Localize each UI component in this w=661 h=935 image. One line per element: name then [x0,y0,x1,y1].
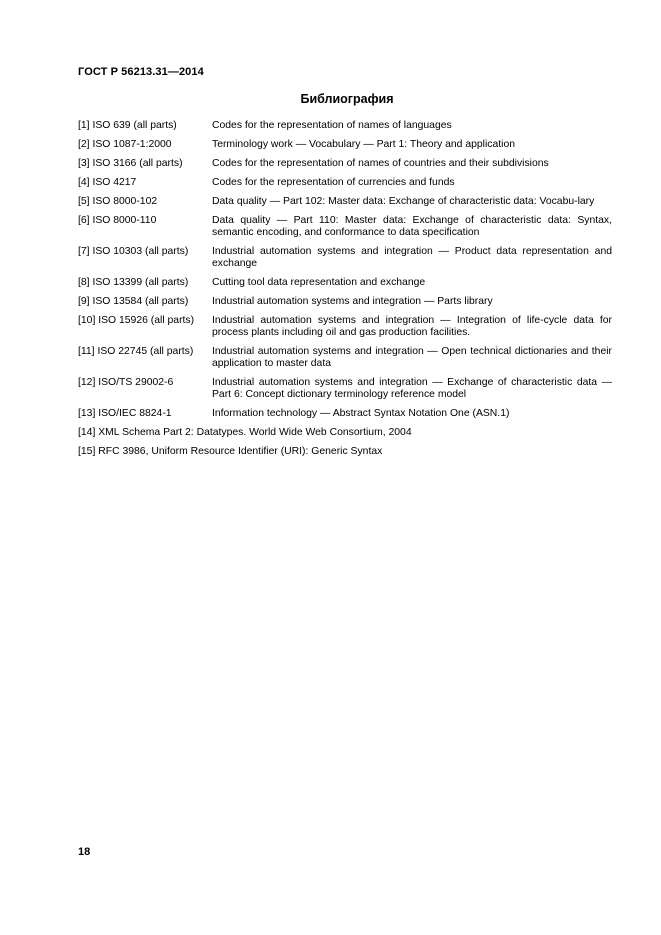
bibliography-entry [78,408,612,420]
entry-reference: [13] ISO/IEC 8824-1 [78,408,172,419]
bibliography-entry [78,277,612,289]
bibliography-entry [78,177,612,189]
bibliography-entry [78,246,612,270]
entry-description: Industrial automation systems and integration — Open technical dictionaries and their application to master data [212,346,612,369]
bibliography-entry [78,296,612,308]
bibliography-entry [78,196,612,208]
bibliography-entry [78,427,612,439]
entry-reference: [4] ISO 4217 [78,177,137,188]
entry-reference: [15] RFC 3986, Uniform Resource Identifier (URI): Generic Syntax [78,446,383,457]
entry-reference: [1] ISO 639 (all parts) [78,120,177,131]
entry-reference: [9] ISO 13584 (all parts) [78,296,189,307]
bibliography-entry [78,377,612,401]
page-title: Библиография [300,92,394,106]
entry-description: Data quality — Part 110: Master data: Exchange of characteristic data: Syntax, semantic encoding, and conformance to data specification [212,215,612,238]
bibliography-entry [78,139,612,151]
entry-reference: [10] ISO 15926 (all parts) [78,315,195,326]
entry-reference: [6] ISO 8000-110 [78,215,157,226]
bibliography-entry [78,315,612,339]
entry-reference: [2] ISO 1087-1:2000 [78,139,172,150]
page-number: 18 [78,846,91,858]
bibliography-entry [78,158,612,170]
entry-description: Codes for the representation of currencies and funds [212,177,455,188]
entry-description: Industrial automation systems and integration — Product data representation and exchange [212,246,612,269]
entry-description: Industrial automation systems and integration — Parts library [212,296,493,307]
entry-reference: [14] XML Schema Part 2: Datatypes. World Wide Web Consortium, 2004 [78,427,412,438]
entry-reference: [11] ISO 22745 (all parts) [78,346,194,357]
document-header: ГОСТ Р 56213.31—2014 [78,66,204,78]
entry-reference: [12] ISO/TS 29002-6 [78,377,174,388]
entry-reference: [8] ISO 13399 (all parts) [78,277,189,288]
entry-reference: [5] ISO 8000-102 [78,196,158,207]
bibliography-entry [78,215,612,239]
entry-description: Industrial automation systems and integration — Integration of life-cycle data for process plants including oil and gas production facilities. [212,315,612,338]
bibliography-list [78,120,612,465]
entry-description: Information technology — Abstract Syntax Notation One (ASN.1) [212,408,510,419]
entry-description: Industrial automation systems and integration — Exchange of characteristic data — Part 6: Concept dictionary terminology reference model [212,377,612,400]
entry-description: Data quality — Part 102: Master data: Exchange of characteristic data: Vocabu-lary [212,196,595,207]
entry-reference: [3] ISO 3166 (all parts) [78,158,183,169]
entry-reference: [7] ISO 10303 (all parts) [78,246,189,257]
entry-description: Cutting tool data representation and exchange [212,277,426,288]
bibliography-entry [78,346,612,370]
entry-description: Codes for the representation of names of languages [212,120,452,131]
bibliography-entry [78,446,612,458]
bibliography-entry [78,120,612,132]
entry-description: Terminology work — Vocabulary — Part 1: Theory and application [212,139,516,150]
entry-description: Codes for the representation of names of countries and their subdivisions [212,158,549,169]
